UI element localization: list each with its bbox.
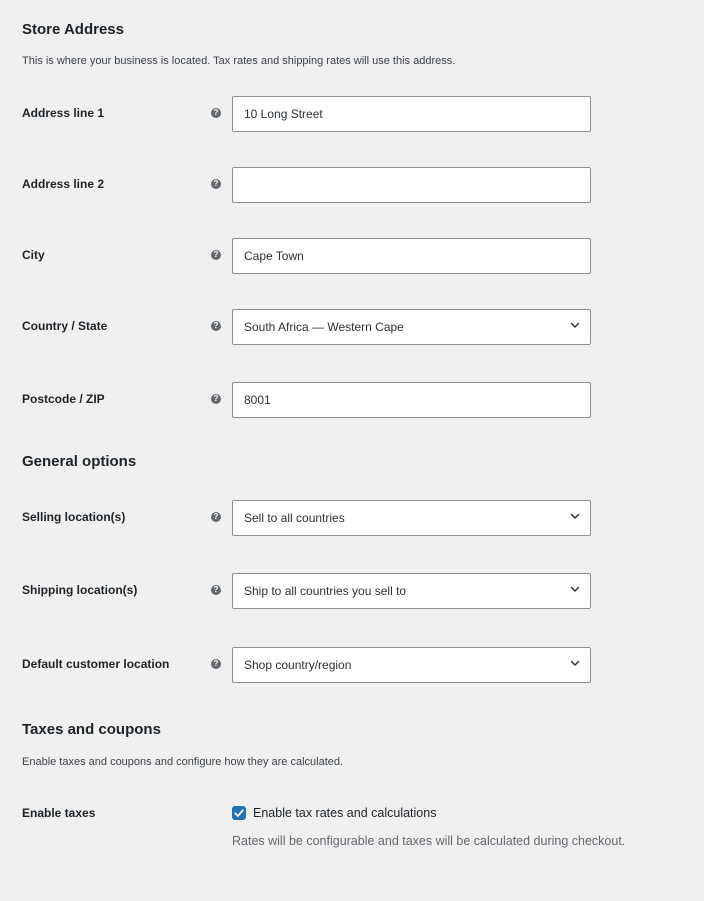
country-state-label: Country / State: [22, 319, 108, 333]
chevron-down-icon: [569, 319, 581, 331]
country-state-row: [0, 309, 704, 345]
postcode-row: [0, 382, 704, 418]
selling-locations-value: Sell to all countries: [244, 511, 345, 525]
country-state-value: South Africa — Western Cape: [244, 320, 404, 334]
address-line-2-row: [0, 167, 704, 203]
help-tip-icon[interactable]: ?: [211, 512, 221, 522]
city-label: City: [22, 248, 45, 262]
postcode-label: Postcode / ZIP: [22, 392, 105, 406]
address-line-2-input[interactable]: [232, 167, 591, 203]
address-line-1-input[interactable]: 10 Long Street: [232, 96, 591, 132]
help-tip-icon[interactable]: ?: [211, 659, 221, 669]
store-address-heading: Store Address: [22, 21, 124, 38]
country-state-select[interactable]: [232, 309, 591, 345]
city-row: [0, 238, 704, 274]
help-tip-icon[interactable]: ?: [211, 585, 221, 595]
default-customer-location-row: [0, 647, 704, 683]
chevron-down-icon: [569, 657, 581, 669]
help-tip-icon[interactable]: ?: [211, 321, 221, 331]
default-customer-location-label: Default customer location: [22, 657, 170, 671]
address-line-1-row: [0, 96, 704, 132]
shipping-locations-label: Shipping location(s): [22, 583, 138, 597]
enable-taxes-label: Enable taxes: [22, 806, 96, 820]
general-options-heading: General options: [22, 453, 137, 470]
default-customer-location-value: Shop country/region: [244, 658, 352, 672]
store-address-description: This is where your business is located. Tax rates and shipping rates will use this address.: [22, 55, 456, 67]
city-input[interactable]: Cape Town: [232, 238, 591, 274]
help-tip-icon[interactable]: ?: [211, 108, 221, 118]
address-line-2-label: Address line 2: [22, 177, 105, 191]
taxes-coupons-description: Enable taxes and coupons and configure how they are calculated.: [22, 756, 344, 768]
enable-taxes-description: Rates will be configurable and taxes will be calculated during checkout.: [232, 834, 626, 848]
taxes-coupons-heading: Taxes and coupons: [22, 721, 161, 738]
default-customer-location-select[interactable]: [232, 647, 591, 683]
chevron-down-icon: [569, 510, 581, 522]
help-tip-icon[interactable]: ?: [211, 394, 221, 404]
address-line-1-label: Address line 1: [22, 106, 105, 120]
help-tip-icon[interactable]: ?: [211, 179, 221, 189]
shipping-locations-select[interactable]: [232, 573, 591, 609]
postcode-input[interactable]: 8001: [232, 382, 591, 418]
shipping-locations-row: [0, 573, 704, 609]
enable-taxes-checkbox-label[interactable]: Enable tax rates and calculations: [253, 806, 437, 820]
chevron-down-icon: [569, 583, 581, 595]
shipping-locations-value: Ship to all countries you sell to: [244, 584, 407, 598]
selling-locations-select[interactable]: [232, 500, 591, 536]
help-tip-icon[interactable]: ?: [211, 250, 221, 260]
selling-locations-row: [0, 500, 704, 536]
enable-taxes-checkbox[interactable]: [232, 806, 246, 820]
checkmark-icon: [232, 806, 246, 820]
selling-locations-label: Selling location(s): [22, 510, 126, 524]
